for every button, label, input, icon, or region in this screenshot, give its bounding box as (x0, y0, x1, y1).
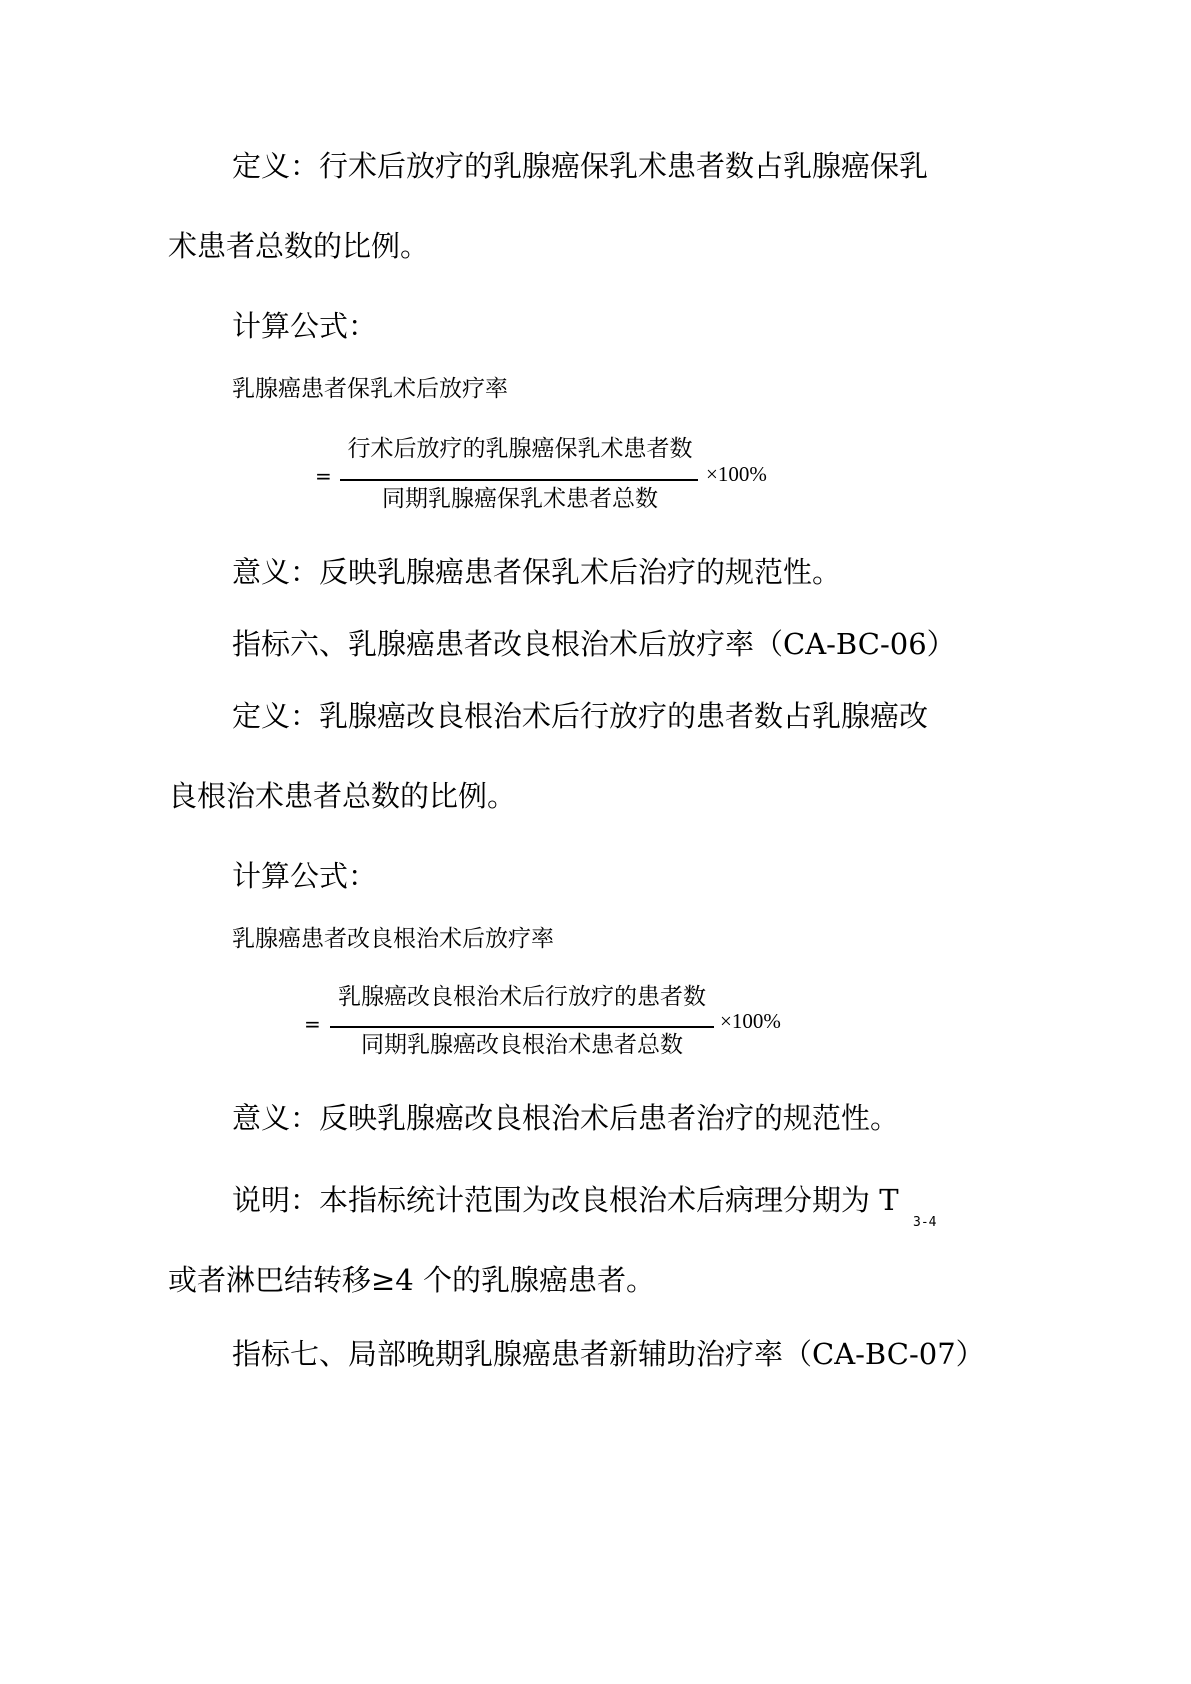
formula-label: 乳腺癌患者保乳术后放疗率 (232, 376, 508, 402)
equals-sign: = (304, 1012, 321, 1036)
formula-label: 乳腺癌患者改良根治术后放疗率 (232, 926, 554, 952)
indicator-heading: 指标七、局部晚期乳腺癌患者新辅助治疗率（CA-BC-07） (232, 1337, 985, 1371)
definition-line-2: 良根治术患者总数的比例。 (168, 779, 517, 813)
stage-subscript: 3-4 (913, 1215, 937, 1230)
indicator-heading: 指标六、乳腺癌患者改良根治术后放疗率（CA-BC-06） (232, 627, 956, 661)
meaning-line: 意义：反映乳腺癌改良根治术后患者治疗的规范性。 (232, 1101, 900, 1135)
meaning-line: 意义：反映乳腺癌患者保乳术后治疗的规范性。 (232, 555, 842, 589)
equals-sign: = (315, 464, 332, 488)
fraction-bar (340, 479, 698, 481)
definition-line-2: 术患者总数的比例。 (168, 229, 430, 263)
formula-multiplier: ×100% (720, 1009, 781, 1033)
formula-heading: 计算公式： (232, 859, 378, 893)
formula-denominator: 同期乳腺癌改良根治术患者总数 (361, 1032, 683, 1058)
note-line-2: 或者淋巴结转移≥4 个的乳腺癌患者。 (168, 1263, 655, 1297)
formula-numerator: 行术后放疗的乳腺癌保乳术患者数 (347, 436, 693, 462)
formula-numerator: 乳腺癌改良根治术后行放疗的患者数 (338, 984, 706, 1010)
note-line-1: 说明：本指标统计范围为改良根治术后病理分期为 T (232, 1183, 899, 1217)
definition-line-1: 定义：行术后放疗的乳腺癌保乳术患者数占乳腺癌保乳 (232, 149, 929, 183)
formula-denominator: 同期乳腺癌保乳术患者总数 (382, 486, 658, 512)
definition-line-1: 定义：乳腺癌改良根治术后行放疗的患者数占乳腺癌改 (232, 699, 929, 733)
fraction-bar (330, 1026, 714, 1028)
formula-multiplier: ×100% (706, 462, 767, 486)
formula-heading: 计算公式： (232, 309, 378, 343)
